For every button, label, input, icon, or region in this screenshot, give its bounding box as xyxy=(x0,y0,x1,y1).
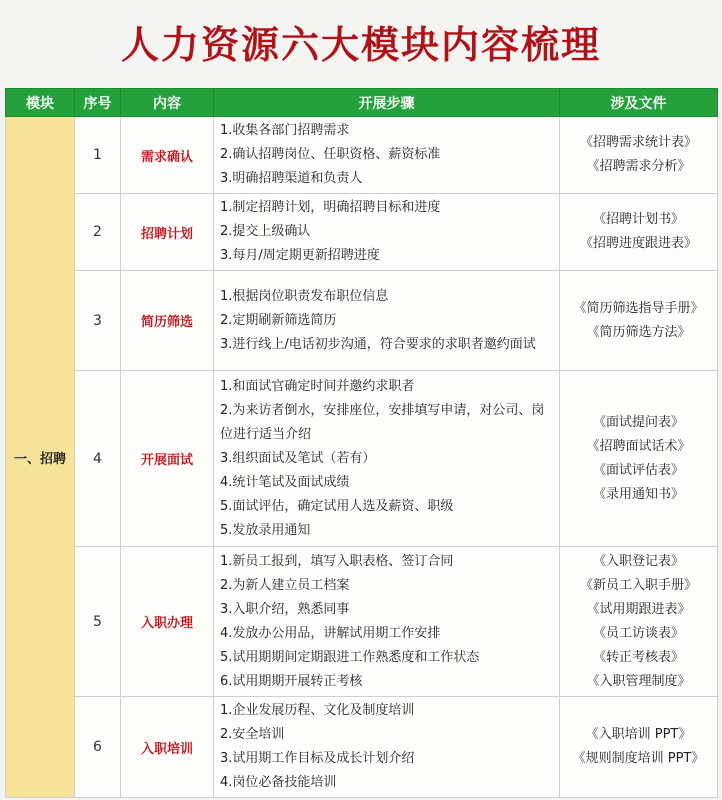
module-cell: 一、招聘 xyxy=(6,117,75,798)
step-line: 3.试用期工作目标及成长计划介绍 xyxy=(220,751,415,766)
file-name: 《招聘需求分析》 xyxy=(586,159,691,174)
step-line: 1.新员工报到，填写入职表格、签订合同 xyxy=(220,553,454,569)
row-steps xyxy=(214,194,560,271)
header-content: 内容 xyxy=(121,89,214,117)
file-name: 《招聘进度跟进表》 xyxy=(579,236,697,251)
step-line: 1.制定招聘计划，明确招聘目标和进度 xyxy=(220,200,441,215)
step-line: 5.面试评估，确定试用人选及薪资、职级 xyxy=(220,498,454,514)
step-line: 1.企业发展历程、文化及制度培训 xyxy=(220,703,415,718)
file-name: 《规则制度培训 PPT》 xyxy=(572,751,705,766)
step-line: 4.岗位必备技能培训 xyxy=(220,775,337,790)
file-name: 《招聘计划书》 xyxy=(592,212,684,227)
row-seq: 1 xyxy=(75,117,121,194)
file-name: 《员工访谈表》 xyxy=(592,625,684,641)
row-steps xyxy=(214,547,560,697)
file-name: 《招聘需求统计表》 xyxy=(579,135,697,150)
header-seq: 序号 xyxy=(75,89,121,117)
file-name: 《录用通知书》 xyxy=(592,486,684,502)
step-line: 2.为新人建立员工档案 xyxy=(220,577,350,593)
step-line: 3.组织面试及笔试（若有） xyxy=(220,450,376,466)
row-files xyxy=(560,194,718,271)
hr-module-table xyxy=(5,88,718,798)
row-seq: 6 xyxy=(75,697,121,798)
file-name: 《招聘面试话术》 xyxy=(586,438,691,454)
step-line: 3.每月/周定期更新招聘进度 xyxy=(220,248,380,263)
step-line: 1.和面试官确定时间并邀约求职者 xyxy=(220,378,415,394)
row-seq: 4 xyxy=(75,371,121,547)
step-line: 2.为来访者倒水，安排座位，安排填写申请，对公司、岗位进行适当介绍 xyxy=(220,402,545,442)
row-seq: 5 xyxy=(75,547,121,697)
row-content: 入职培训 xyxy=(121,697,214,798)
file-name: 《入职登记表》 xyxy=(592,553,684,569)
file-name: 《面试提问表》 xyxy=(592,414,684,430)
step-line: 2.安全培训 xyxy=(220,727,285,742)
table-row xyxy=(6,697,718,798)
row-files xyxy=(560,547,718,697)
file-name: 《入职管理制度》 xyxy=(586,673,691,689)
file-name: 《新员工入职手册》 xyxy=(579,577,697,593)
step-line: 3.进行线上/电话初步沟通，符合要求的求职者邀约面试 xyxy=(220,336,536,352)
row-steps xyxy=(214,271,560,371)
table-row xyxy=(6,194,718,271)
table-row xyxy=(6,371,718,547)
step-line: 2.定期刷新筛选简历 xyxy=(220,312,337,328)
row-steps xyxy=(214,697,560,798)
row-files xyxy=(560,271,718,371)
row-content: 开展面试 xyxy=(121,371,214,547)
step-line: 6.试用期期开展转正考核 xyxy=(220,673,363,689)
step-line: 2.确认招聘岗位、任职资格、薪资标准 xyxy=(220,147,441,162)
step-line: 1.根据岗位职责发布职位信息 xyxy=(220,288,389,304)
header-steps: 开展步骤 xyxy=(214,89,560,117)
file-name: 《面试评估表》 xyxy=(592,462,684,478)
step-line: 4.统计笔试及面试成绩 xyxy=(220,474,350,490)
row-files xyxy=(560,697,718,798)
row-content: 简历筛选 xyxy=(121,271,214,371)
step-line: 1.收集各部门招聘需求 xyxy=(220,123,350,138)
row-seq: 3 xyxy=(75,271,121,371)
file-name: 《试用期跟进表》 xyxy=(586,601,691,617)
table-row xyxy=(6,271,718,371)
step-line: 3.明确招聘渠道和负责人 xyxy=(220,171,363,186)
row-seq: 2 xyxy=(75,194,121,271)
row-content: 入职办理 xyxy=(121,547,214,697)
step-line: 2.提交上级确认 xyxy=(220,224,311,239)
row-content: 需求确认 xyxy=(121,117,214,194)
page-title: 人力资源六大模块内容梳理 xyxy=(120,23,601,67)
row-steps xyxy=(214,371,560,547)
row-files xyxy=(560,117,718,194)
table-row xyxy=(6,547,718,697)
row-files xyxy=(560,371,718,547)
row-steps xyxy=(214,117,560,194)
file-name: 《简历筛选方法》 xyxy=(586,324,691,340)
header-files: 涉及文件 xyxy=(560,89,718,117)
file-name: 《转正考核表》 xyxy=(592,649,684,665)
step-line: 3.入职介绍，熟悉同事 xyxy=(220,601,350,617)
file-name: 《简历筛选指导手册》 xyxy=(573,300,704,316)
header-module: 模块 xyxy=(6,89,75,117)
table-row xyxy=(6,117,718,194)
row-content: 招聘计划 xyxy=(121,194,214,271)
file-name: 《入职培训 PPT》 xyxy=(585,727,692,742)
step-line: 5.试用期期间定期跟进工作熟悉度和工作状态 xyxy=(220,649,480,665)
step-line: 5.发放录用通知 xyxy=(220,522,311,538)
step-line: 4.发放办公用品，讲解试用期工作安排 xyxy=(220,625,441,641)
table-header-row xyxy=(6,89,718,117)
